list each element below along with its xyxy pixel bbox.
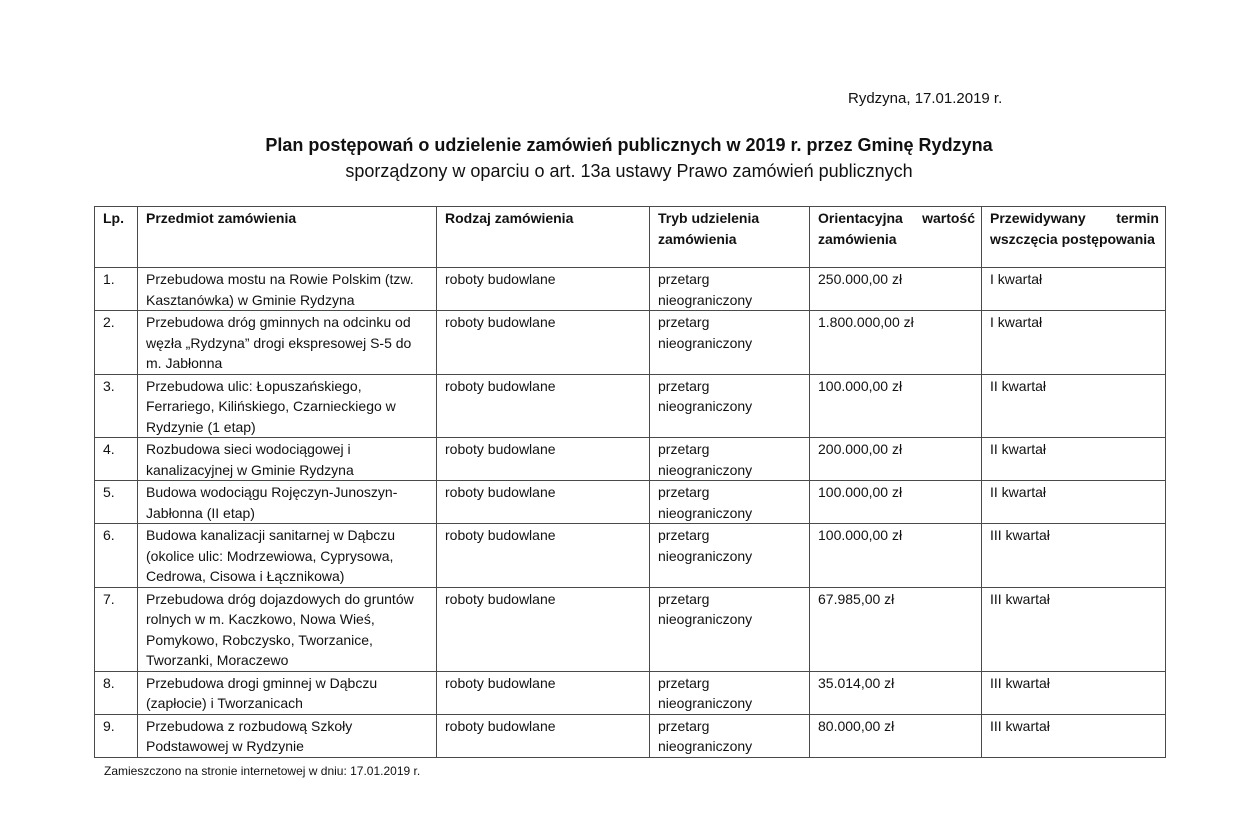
document-title: Plan postępowań o udzielenie zamówień publicznych w 2019 r. przez Gminę Rydzyna <box>265 135 993 155</box>
cell-mode: przetarg nieograniczony <box>650 587 810 671</box>
cell-lp: 1. <box>95 268 138 311</box>
cell-value: 100.000,00 zł <box>810 374 982 438</box>
cell-subject: Przebudowa ulic: Łopuszańskiego, Ferrariego, Kilińskiego, Czarnieckiego w Rydzynie (1 etap) <box>138 374 437 438</box>
cell-lp: 5. <box>95 481 138 524</box>
table-row <box>95 438 1166 481</box>
cell-subject: Przebudowa mostu na Rowie Polskim (tzw. Kasztanówka) w Gminie Rydzyna <box>138 268 437 311</box>
cell-mode: przetarg nieograniczony <box>650 524 810 588</box>
cell-subject: Rozbudowa sieci wodociągowej i kanalizacyjnej w Gminie Rydzyna <box>138 438 437 481</box>
header-mode: Tryb udzielenia zamówienia <box>650 207 810 268</box>
procurement-plan-table <box>94 206 1166 758</box>
cell-type: roboty budowlane <box>437 374 650 438</box>
cell-subject: Budowa kanalizacji sanitarnej w Dąbczu (okolice ulic: Modrzewiowa, Cyprysowa, Cedrowa, Cisowa i Łącznikowa) <box>138 524 437 588</box>
cell-value: 80.000,00 zł <box>810 714 982 757</box>
table-row <box>95 587 1166 671</box>
cell-term: III kwartał <box>982 714 1166 757</box>
header-lp: Lp. <box>95 207 138 268</box>
cell-value: 200.000,00 zł <box>810 438 982 481</box>
cell-lp: 4. <box>95 438 138 481</box>
header-type: Rodzaj zamówienia <box>437 207 650 268</box>
table-row <box>95 671 1166 714</box>
cell-mode: przetarg nieograniczony <box>650 714 810 757</box>
cell-value: 250.000,00 zł <box>810 268 982 311</box>
cell-lp: 8. <box>95 671 138 714</box>
cell-mode: przetarg nieograniczony <box>650 268 810 311</box>
cell-mode: przetarg nieograniczony <box>650 671 810 714</box>
cell-type: roboty budowlane <box>437 714 650 757</box>
cell-lp: 9. <box>95 714 138 757</box>
cell-value: 35.014,00 zł <box>810 671 982 714</box>
cell-value: 100.000,00 zł <box>810 481 982 524</box>
cell-lp: 7. <box>95 587 138 671</box>
cell-type: roboty budowlane <box>437 481 650 524</box>
cell-value: 67.985,00 zł <box>810 587 982 671</box>
cell-term: II kwartał <box>982 374 1166 438</box>
cell-type: roboty budowlane <box>437 671 650 714</box>
cell-term: I kwartał <box>982 311 1166 375</box>
header-term: Przewidywany termin wszczęcia postępowania <box>982 207 1166 268</box>
cell-subject: Budowa wodociągu Rojęczyn-Junoszyn-Jabłonna (II etap) <box>138 481 437 524</box>
cell-lp: 2. <box>95 311 138 375</box>
cell-lp: 6. <box>95 524 138 588</box>
cell-type: roboty budowlane <box>437 438 650 481</box>
table-row <box>95 714 1166 757</box>
cell-subject: Przebudowa drogi gminnej w Dąbczu (zapłocie) i Tworzanicach <box>138 671 437 714</box>
cell-lp: 3. <box>95 374 138 438</box>
document-subtitle: sporządzony w oparciu o art. 13a ustawy Prawo zamówień publicznych <box>345 161 913 181</box>
cell-value: 1.800.000,00 zł <box>810 311 982 375</box>
table-row <box>95 268 1166 311</box>
publication-note: Zamieszczono na stronie internetowej w dniu: 17.01.2019 r. <box>104 764 421 778</box>
table-row <box>95 374 1166 438</box>
table-row <box>95 524 1166 588</box>
place-date: Rydzyna, 17.01.2019 r. <box>848 90 1003 107</box>
cell-term: III kwartał <box>982 524 1166 588</box>
cell-mode: przetarg nieograniczony <box>650 374 810 438</box>
cell-term: II kwartał <box>982 438 1166 481</box>
cell-type: roboty budowlane <box>437 524 650 588</box>
header-subject: Przedmiot zamówienia <box>138 207 437 268</box>
cell-subject: Przebudowa z rozbudową Szkoły Podstawowej w Rydzynie <box>138 714 437 757</box>
table-row <box>95 311 1166 375</box>
cell-type: roboty budowlane <box>437 311 650 375</box>
table-header-row <box>95 207 1166 268</box>
cell-term: I kwartał <box>982 268 1166 311</box>
table-row <box>95 481 1166 524</box>
cell-type: roboty budowlane <box>437 268 650 311</box>
cell-term: III kwartał <box>982 587 1166 671</box>
cell-type: roboty budowlane <box>437 587 650 671</box>
cell-term: II kwartał <box>982 481 1166 524</box>
cell-subject: Przebudowa dróg dojazdowych do gruntów rolnych w m. Kaczkowo, Nowa Wieś, Pomykowo, Robczysko, Tworzanice, Tworzanki, Moraczewo <box>138 587 437 671</box>
header-value: Orientacyjna wartość zamówienia <box>810 207 982 268</box>
cell-mode: przetarg nieograniczony <box>650 311 810 375</box>
cell-mode: przetarg nieograniczony <box>650 438 810 481</box>
cell-value: 100.000,00 zł <box>810 524 982 588</box>
cell-term: III kwartał <box>982 671 1166 714</box>
cell-subject: Przebudowa dróg gminnych na odcinku od węzła „Rydzyna” drogi ekspresowej S-5 do m. Jabłonna <box>138 311 437 375</box>
cell-mode: przetarg nieograniczony <box>650 481 810 524</box>
